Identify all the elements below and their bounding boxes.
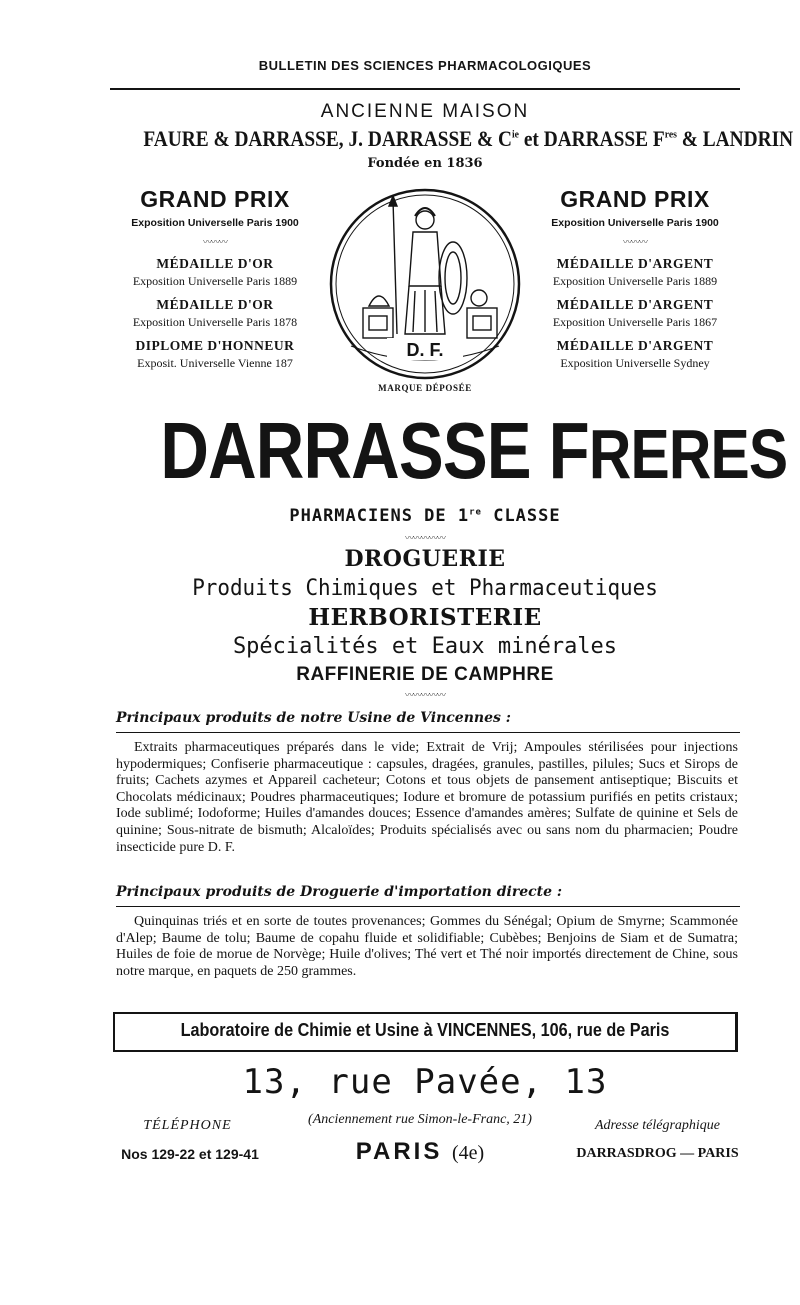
pharmaciens-line <box>110 506 740 526</box>
award-left-2-sub: Exposition Universelle Paris 1878 <box>132 315 298 329</box>
award-right-2-title: MÉDAILLE D'ARGENT <box>556 297 714 312</box>
founded-line: Fondée en 1836 <box>367 156 483 171</box>
grand-prix-right: GRAND PRIX <box>560 186 710 212</box>
grand-prix-left-sub: Exposition Universelle Paris 1900 <box>131 217 299 229</box>
house-names-sup1: ie <box>511 128 519 141</box>
telephone-label: TÉLÉPHONE <box>143 1118 232 1133</box>
brand-name-a: DARRASSE <box>160 406 531 495</box>
telephone-numbers: Nos 129-22 et 129-41 <box>121 1146 259 1162</box>
ancienne-maison: ANCIENNE MAISON <box>320 101 530 122</box>
squiggle-divider: 〰〰〰 <box>622 238 647 248</box>
grand-prix-left: GRAND PRIX <box>140 186 290 212</box>
brand-name-b-initial: F <box>548 406 589 495</box>
import-section-title: Principaux produits de Droguerie d'importation directe : <box>116 884 563 900</box>
award-right-1-title: MÉDAILLE D'ARGENT <box>556 256 714 271</box>
usine-products-text: Extraits pharmaceutiques préparés dans le vide; Extrait de Vrij; Ampoules stérilisées pour injections hypodermiques; Confiserie pharmaceutique : capsules, dragées, granules, pastilles, pilules; Sucs et Sirops de fruits; Cachets azymes et Appareil cacheteur; Cotons et tous objets de pansement antiseptique; Biscuits et Chocolats médicinaux; Poudres pharmaceutiques; Iodure et bromure de potassium purifiés en petits cristaux; Iode sublimé; Iodoforme; Huiles d'amandes douces; Essence d'amandes amères; Sulfate de quinine et Sels de quinine; Sous-nitrate de bismuth; Alcaloïdes; Produits spécialisés avec ou sans nom du pharmacien; Poudre insecticide pure D. F. <box>116 740 738 855</box>
award-left-2-title: MÉDAILLE D'OR <box>156 297 274 312</box>
brand-name-b-rest: RERES <box>588 415 788 493</box>
emblem-initials: D. F. <box>406 340 444 360</box>
trademark-emblem <box>327 186 523 382</box>
pharmaciens-end: CLASSE <box>481 506 561 526</box>
award-right-2-sub: Exposition Universelle Paris 1867 <box>552 315 718 329</box>
house-names-b: et DARRASSE F <box>518 126 665 151</box>
minerva-figure <box>363 196 497 338</box>
house-names-c: & LANDRIN <box>676 126 794 151</box>
award-left-1-sub: Exposition Universelle Paris 1889 <box>132 274 298 288</box>
herboristerie-heading: HERBORISTERIE <box>308 604 542 631</box>
telegraph-label: Adresse télégraphique <box>594 1118 721 1133</box>
import-products-text: Quinquinas triés et en sorte de toutes provenances; Gommes du Sénégal; Opium de Smyrne; Scammonée d'Alep; Baume de tolu; Baume de copahu fluide et solidifiable; Cubèbes; Benjoins de Siam et de Sumatra; Huiles de foie de morue de Norvège; Huile d'olives; Thé vert et Thé noir importés directement de Chine, sous notre marque, en paquets de 250 grammes. <box>116 914 738 979</box>
award-right-3-title: MÉDAILLE D'ARGENT <box>556 338 714 353</box>
squiggle-divider: 〰〰〰〰〰 <box>404 534 445 544</box>
award-left-1-title: MÉDAILLE D'OR <box>156 256 274 271</box>
usine-section-title: Principaux produits de notre Usine de Vincennes : <box>116 710 511 726</box>
pharmaciens-text: PHARMACIENS DE 1 <box>289 506 470 526</box>
house-names <box>143 126 794 152</box>
squiggle-divider: 〰〰〰〰〰 <box>404 691 445 701</box>
street-address: 13, rue Pavée, 13 <box>242 1062 608 1102</box>
awards-left <box>110 186 320 379</box>
droguerie-heading: DROGUERIE <box>344 546 506 572</box>
city-name: PARIS <box>355 1138 443 1165</box>
house-names-sup2: res <box>664 128 677 141</box>
produits-line: Produits Chimiques et Pharmaceutiques <box>192 576 658 601</box>
journal-header: BULLETIN DES SCIENCES PHARMACOLOGIQUES <box>258 58 592 73</box>
import-section-rule <box>116 906 740 907</box>
raffinerie-heading: RAFFINERIE DE CAMPHRE <box>296 664 554 685</box>
marque-deposee: MARQUE DÉPOSÉE <box>378 383 472 393</box>
laboratoire-line: Laboratoire de Chimie et Usine à VINCENNES, 106, rue de Paris <box>180 1020 670 1040</box>
pharmaciens-sup: re <box>469 507 482 518</box>
award-right-1-sub: Exposition Universelle Paris 1889 <box>552 274 718 288</box>
award-left-3-sub: Exposit. Universelle Vienne 187 <box>137 356 293 370</box>
usine-section-rule <box>116 732 740 733</box>
specialites-line: Spécialités et Eaux minérales <box>232 634 618 659</box>
squiggle-divider: 〰〰〰 <box>202 238 227 248</box>
award-left-3-title: DIPLOME D'HONNEUR <box>135 338 295 353</box>
city-line <box>270 1138 570 1166</box>
arrondissement: (4e) <box>452 1142 485 1164</box>
awards-right <box>530 186 740 379</box>
award-right-3-sub: Exposition Universelle Sydney <box>560 356 710 370</box>
telegraph-address: DARRASDROG — PARIS <box>576 1146 739 1161</box>
former-address: (Anciennement rue Simon-le-Franc, 21) <box>308 1112 532 1127</box>
brand-title <box>160 406 788 496</box>
header-rule <box>110 88 740 90</box>
house-names-a: FAURE & DARRASSE, J. DARRASSE & C <box>143 126 512 151</box>
grand-prix-right-sub: Exposition Universelle Paris 1900 <box>551 217 719 229</box>
